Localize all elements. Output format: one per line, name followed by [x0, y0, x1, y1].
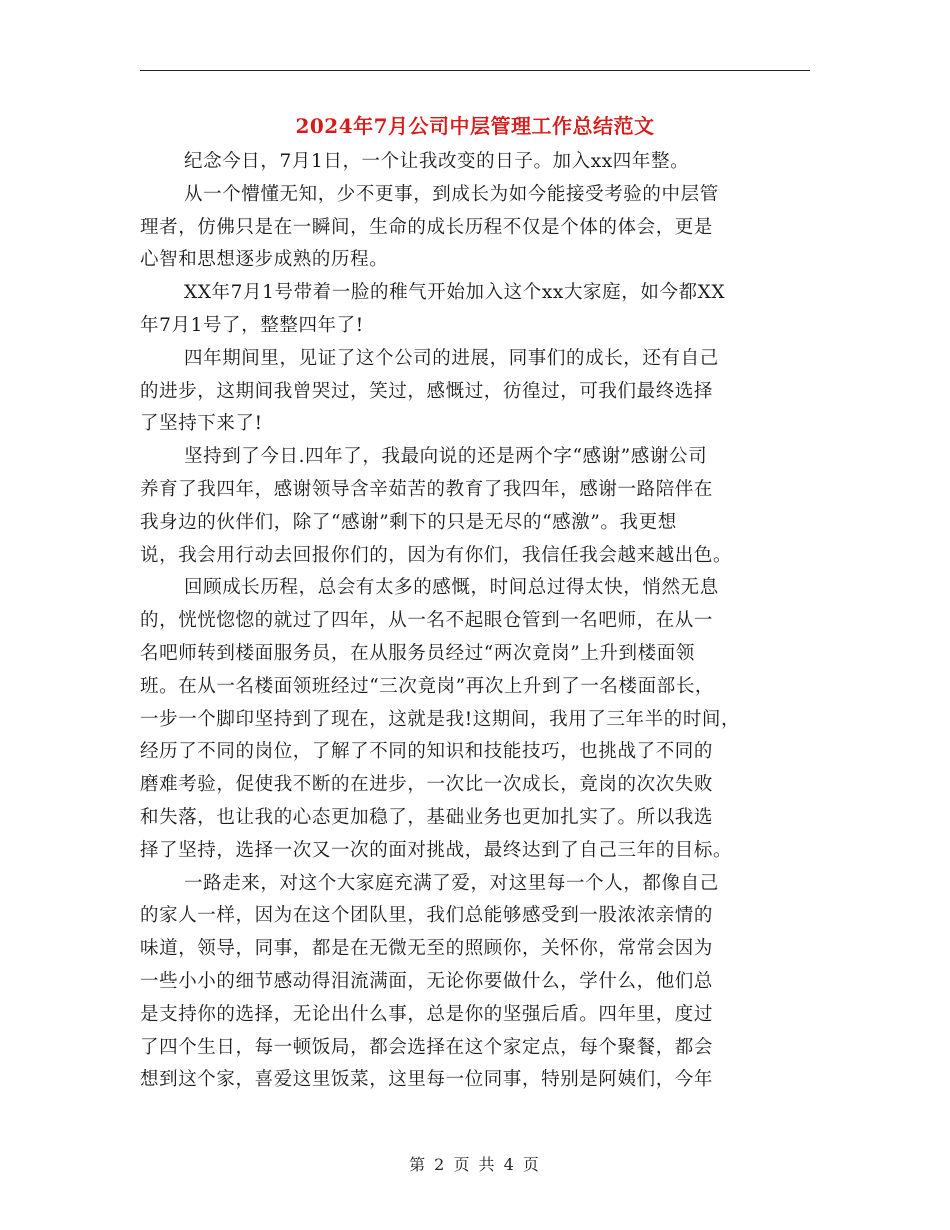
body-line: 从一个懵懂无知，少不更事，到成长为如今能接受考验的中层管 — [184, 183, 719, 205]
body-line: 理者，仿佛只是在一瞬间，生命的成长历程不仅是个体的体会，更是 — [140, 216, 714, 238]
body-line: 是支持你的选择，无论出什么事，总是你的坚强后盾。四年里，度过 — [140, 1003, 714, 1025]
page-number-footer: 第 2 页 共 4 页 — [409, 1155, 541, 1174]
body-line: 回顾成长历程，总会有太多的感慨，时间总过得太快，悄然无息 — [184, 577, 719, 599]
body-line: 的进步，这期间我曾哭过，笑过，感慨过，彷徨过，可我们最终选择 — [140, 380, 714, 402]
body-line: 了坚持下来了! — [140, 413, 263, 435]
body-line: 班。在从一名楼面领班经过“三次竟岗”再次上升到了一名楼面部长， — [140, 675, 715, 697]
body-line: 的，恍恍惚惚的就过了四年，从一名不起眼仓管到一名吧师，在从一 — [140, 610, 714, 632]
body-line: 择了坚持，选择一次又一次的面对挑战，最终达到了自己三年的目标。 — [140, 839, 733, 861]
body-line: 磨难考验，促使我不断的在进步，一次比一次成长，竟岗的次次失败 — [140, 774, 714, 796]
document-title: 2024年7月公司中层管理工作总结范文 — [295, 114, 655, 138]
body-line: 我身边的伙伴们，除了“感谢”剩下的只是无尽的“感激”。我更想 — [140, 511, 677, 533]
body-line: 想到这个家，喜爱这里饭菜，这里每一位同事，特别是阿姨们，今年 — [140, 1069, 714, 1091]
body-line: XX年7月1号带着一脸的稚气开始加入这个xx大家庭，如今都XX — [184, 282, 726, 304]
body-line: 四年期间里，见证了这个公司的进展，同事们的成长，还有自己 — [184, 347, 719, 369]
body-line: 的家人一样，因为在这个团队里，我们总能够感受到一股浓浓亲情的 — [140, 905, 714, 927]
body-line: 了四个生日，每一顿饭局，都会选择在这个家定点，每个聚餐，都会 — [140, 1036, 714, 1058]
body-line: 味道，领导，同事，都是在无微无至的照顾你，关怀你，常常会因为 — [140, 938, 714, 960]
body-line: 一步一个脚印坚持到了现在，这就是我!这期间，我用了三年半的时间， — [140, 708, 741, 730]
body-line: 一些小小的细节感动得泪流满面，无论你要做什么，学什么，他们总 — [140, 970, 714, 992]
body-line: 纪念今日，7月1日，一个让我改变的日子。加入xx四年整。 — [184, 151, 690, 172]
body-line: 名吧师转到楼面服务员，在从服务员经过“两次竟岗”上升到楼面领 — [140, 642, 695, 664]
body-line: 一路走来，对这个大家庭充满了爱，对这里每一个人，都像自己 — [184, 872, 719, 894]
body-line: 说，我会用行动去回报你们的，因为有你们，我信任我会越来越出色。 — [140, 544, 733, 566]
body-line: 经历了不同的岗位，了解了不同的知识和技能技巧，也挑战了不同的 — [140, 741, 714, 763]
body-line: 心智和思想逐步成熟的历程。 — [140, 249, 389, 271]
body-line: 年7月1号了，整整四年了! — [140, 314, 364, 336]
body-line: 坚持到了今日.四年了，我最向说的还是两个字“感谢”感谢公司 — [184, 446, 708, 468]
body-line: 和失落，也让我的心态更加稳了，基础业务也更加扎实了。所以我选 — [140, 806, 714, 828]
body-line: 养育了我四年，感谢领导含辛茹苦的教育了我四年，感谢一路陪伴在 — [140, 478, 714, 500]
document-body — [140, 146, 810, 1097]
header-rule — [140, 70, 810, 71]
